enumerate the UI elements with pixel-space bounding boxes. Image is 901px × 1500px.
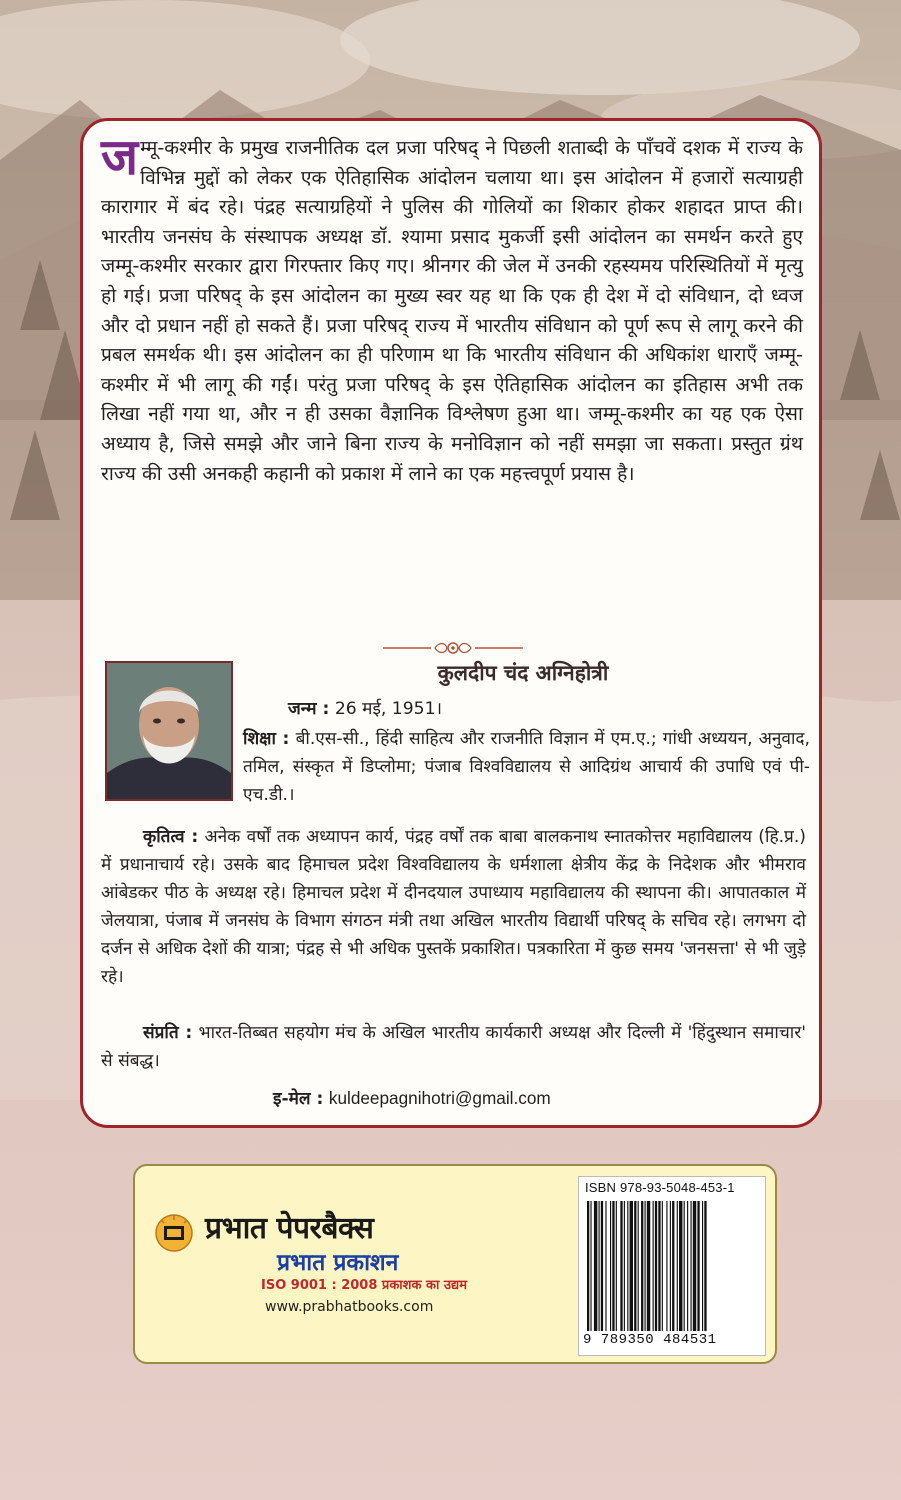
current-position-value: भारत-तिब्बत सहयोग मंच के अखिल भारतीय कार्यकारी अध्यक्ष और दिल्ली में 'हिंदुस्थान समाचार' से संबद्ध।	[101, 1023, 806, 1071]
email-line	[101, 1084, 806, 1113]
publisher-logo-icon	[155, 1214, 193, 1252]
barcode-bar	[612, 1201, 614, 1331]
iso-certification: ISO 9001 : 2008 प्रकाशक का उद्यम	[261, 1278, 467, 1293]
publisher-name: प्रभात पेपरबैक्स	[205, 1211, 374, 1246]
author-photo	[105, 661, 233, 801]
barcode-bar	[627, 1201, 628, 1331]
email-label: इ-मेल :	[273, 1089, 324, 1109]
barcode-bar	[693, 1201, 696, 1331]
barcode-bar	[620, 1201, 622, 1331]
barcode-bar	[641, 1201, 643, 1331]
barcode-bar	[601, 1201, 603, 1331]
barcode-bar	[662, 1201, 663, 1331]
barcode-bar	[634, 1201, 636, 1331]
born-line	[288, 695, 808, 723]
barcode-box	[578, 1176, 766, 1356]
barcode-bar	[599, 1201, 600, 1331]
barcode-bar	[647, 1201, 650, 1331]
education-block	[243, 725, 810, 809]
born-label: जन्म :	[288, 699, 330, 719]
works-block	[101, 823, 806, 991]
works-label: कृतित्व :	[143, 827, 199, 847]
publisher-subname: प्रभात प्रकाशन	[277, 1250, 399, 1276]
barcode-bar	[630, 1201, 633, 1331]
barcode-bar	[684, 1201, 685, 1331]
barcode-bar	[616, 1201, 617, 1331]
barcode-bar	[697, 1201, 699, 1331]
barcode-bar	[587, 1201, 589, 1331]
barcode-bar	[670, 1201, 671, 1331]
education-value: बी.एस-सी., हिंदी साहित्य और राजनीति विज्ञान में एम.ए.; गांधी अध्ययन, अनुवाद, तमिल, संस्कृत में डिप्लोमा; पंजाब विश्वविद्यालय से आदिग्रंथ आचार्य की उपाधि एवं पी-एच.डी.।	[243, 729, 810, 805]
barcode-bar	[590, 1201, 591, 1331]
barcode-bar	[658, 1201, 660, 1331]
barcode-bar	[645, 1201, 646, 1331]
education-label: शिक्षा :	[243, 729, 290, 749]
barcode-bar	[704, 1201, 706, 1331]
barcode-bar	[679, 1201, 682, 1331]
barcode-bar	[677, 1201, 678, 1331]
barcode-bar	[702, 1201, 703, 1331]
barcode-bar	[655, 1201, 657, 1331]
barcode-bar	[638, 1201, 639, 1331]
barcode-bar	[666, 1201, 667, 1331]
works-value: अनेक वर्षों तक अध्यापन कार्य, पंद्रह वर्षों तक बाबा बालकनाथ स्नातकोत्तर महाविद्यालय (हि.प्र.) में प्रधानाचार्य रहे। उसके बाद हिमाचल प्रदेश विश्वविद्यालय के धर्मशाला क्षेत्रीय केंद्र के निदेशक और भीमराव आंबेडकर पीठ के अध्यक्ष रहे। हिमाचल प्रदेश में दीनदयाल उपाध्याय महाविद्यालय की स्थापना की। आपातकाल में जेलयात्रा, पंजाब में जनसंघ के विभाग संगठन मंत्री तथा अखिल भारतीय विद्यार्थी परिषद् के सचिव रहे। लगभग दो दर्जन से अधिक देशों की यात्रा; पंद्रह से भी अधिक पुस्तकें प्रकाशित। पत्रकारिता में कुछ समय 'जनसत्ता' से भी जुड़े रहे।	[101, 827, 806, 987]
barcode-bar	[610, 1201, 611, 1331]
email-value[interactable]: kuldeepagnihotri@gmail.com	[328, 1088, 551, 1108]
born-value: 26 मई, 1951।	[334, 699, 443, 719]
author-name: कुलदीप चंद अग्निहोत्री	[437, 660, 609, 685]
current-position-block	[101, 1019, 806, 1075]
ornament-divider-icon	[383, 639, 523, 657]
publisher-website[interactable]: www.prabhatbooks.com	[265, 1299, 434, 1315]
barcode-bar	[605, 1201, 606, 1331]
barcode-bar	[653, 1201, 654, 1331]
barcode-icon	[585, 1201, 759, 1331]
isbn-number: ISBN 978-93-5048-453-1	[585, 1180, 735, 1195]
publisher-box	[133, 1164, 777, 1364]
author-portrait-icon	[107, 663, 231, 799]
barcode-bar	[672, 1201, 674, 1331]
barcode-digits: 9 789350 484531	[583, 1332, 717, 1348]
barcode-bar	[691, 1201, 692, 1331]
current-position-label: संप्रति :	[143, 1023, 193, 1043]
barcode-bar	[687, 1201, 688, 1331]
intro-paragraph	[101, 128, 803, 488]
intro-text: म्मू-कश्मीर के प्रमुख राजनीतिक दल प्रजा परिषद् ने पिछली शताब्दी के पाँचवें दशक में राज्य के विभिन्न मुद्दों को लेकर एक ऐतिहासिक आंदोलन चलाया था। इस आंदोलन में हजारों सत्याग्रही कारागार में बंद रहे। पंद्रह सत्याग्रहियों ने पुलिस की गोलियों का शिकार होकर शहादत प्राप्त की। भारतीय जनसंघ के संस्थापक अध्यक्ष डॉ. श्यामा प्रसाद मुकर्जी इसी आंदोलन का समर्थन करते हुए जम्मू-कश्मीर सरकार द्वारा गिरफ्तार किए गए। श्रीनगर की जेल में उनकी रहस्यमय परिस्थितियों में मृत्यु हो गई। प्रजा परिषद् के इस आंदोलन का मुख्य स्वर यह था कि एक ही देश में दो संविधान, दो ध्वज और दो प्रधान नहीं हो सकते हैं। प्रजा परिषद् राज्य में भारतीय संविधान को पूर्ण रूप से लागू करने की प्रबल समर्थक थी। इस आंदोलन का ही परिणाम था कि भारतीय संविधान की अधिकांश धाराएँ जम्मू-कश्मीर में भी लागू की गईं। परंतु प्रजा परिषद् के इस ऐतिहासिक आंदोलन का इतिहास अभी तक लिखा नहीं गया था, और न ही उसका वैज्ञानिक विश्लेषण हुआ था। जम्मू-कश्मीर का यह एक ऐसा अध्याय है, जिसे समझे और जाने बिना राज्य के मनोविज्ञान को नहीं समझा जा सकता। प्रस्तुत ग्रंथ राज्य की उसी अनकही कहानी को प्रकाश में लाने का एक महत्त्वपूर्ण प्रयास है।	[101, 136, 803, 485]
description-panel	[80, 118, 822, 1128]
barcode-bar	[594, 1201, 597, 1331]
dropcap-letter: ज	[101, 128, 139, 186]
barcode-bar	[624, 1201, 625, 1331]
